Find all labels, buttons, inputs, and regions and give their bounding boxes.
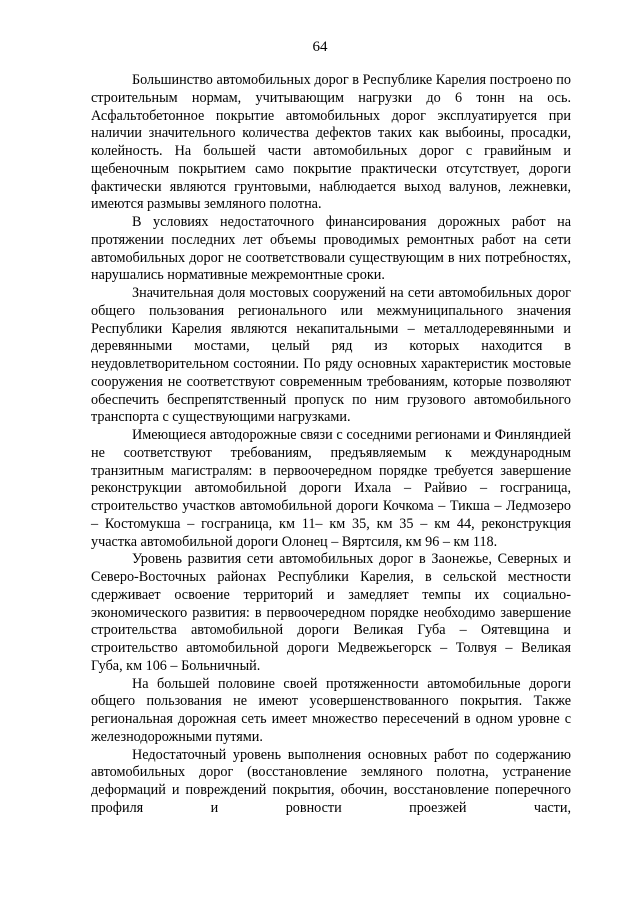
paragraph-funding: В условиях недостаточного финансирования дорожных работ на протяжении последних лет объемы проводимых ремонтных работ на сети автомобильных дорог не соответствовали существующим в них потребностях, нарушались нормативные межремонтные сроки.: [91, 214, 571, 284]
paragraph-border-links: Имеющиеся автодорожные связи с соседними регионами и Финляндией не соответствуют требованиям, предъявляемым к международным транзитным магистралям: в первоочередном порядке требуется завершение реконструкции автомобильной дороги Ихала – Райвио – госграница, строительство участков автомобильной дороги Кочкома – Тикша – Ледмозеро – Костомукша – госграница, км 11– км 35, км 35 – км 44, реконструкция участка автомобильной дороги Олонец – Вяртсиля, км 96 – км 118.: [91, 427, 571, 550]
paragraph-regional-development: Уровень развития сети автомобильных дорог в Заонежье, Северных и Северо-Восточных районах Республики Карелия, в сельской местности сдерживает освоение территорий и замедляет темпы их социально-экономического развития: в первоочередном порядке необходимо завершение строительства автомобильной дороги Великая Губа – Оятевщина и строительство автомобильной дороги Медвежьегорск – Толвуя – Великая Губа, км 106 – Больничный.: [91, 551, 571, 674]
page-number: 64: [312, 39, 328, 55]
paragraph-bridges: Значительная доля мостовых сооружений на сети автомобильных дорог общего пользования регионального или межмуниципального значения Республики Карелия являются некапитальными – металлодеревянными и деревянными мостами, целый ряд из которых находится в неудовлетворительном состоянии. По ряду основных характеристик мостовые сооружения не соответствуют современным требованиям, которые позволяют обеспечить беспрепятственный пропуск по ним грузового автомобильного транспорта с существующими нагрузками.: [91, 285, 571, 426]
paragraph-road-standards: Большинство автомобильных дорог в Республике Карелия построено по строительным нормам, учитывающим нагрузки до 6 тонн на ось. Асфальтобетонное покрытие автомобильных дорог эксплуатируется при наличии значительного количества дефектов таких как выбоины, просадки, колейность. На большей части автомобильных дорог с гравийным и щебеночным покрытием само покрытие практически отсутствует, дороги фактически являются грунтовыми, наблюдается выход валунов, лежневки, имеются размывы земляного полотна.: [91, 72, 571, 213]
paragraph-maintenance: Недостаточный уровень выполнения основных работ по содержанию автомобильных дорог (восстановление земляного полотна, устранение деформаций и повреждений покрытия, обочин, восстановление поперечного профиля и ровности проезжей части,: [91, 746, 571, 816]
document-body: [91, 72, 571, 818]
paragraph-pavement-crossings: На большей половине своей протяженности автомобильные дороги общего пользования не имеют усовершенствованного покрытия. Также региональная дорожная сеть имеет множество пересечений в одном уровне с железнодорожными путями.: [91, 675, 571, 745]
